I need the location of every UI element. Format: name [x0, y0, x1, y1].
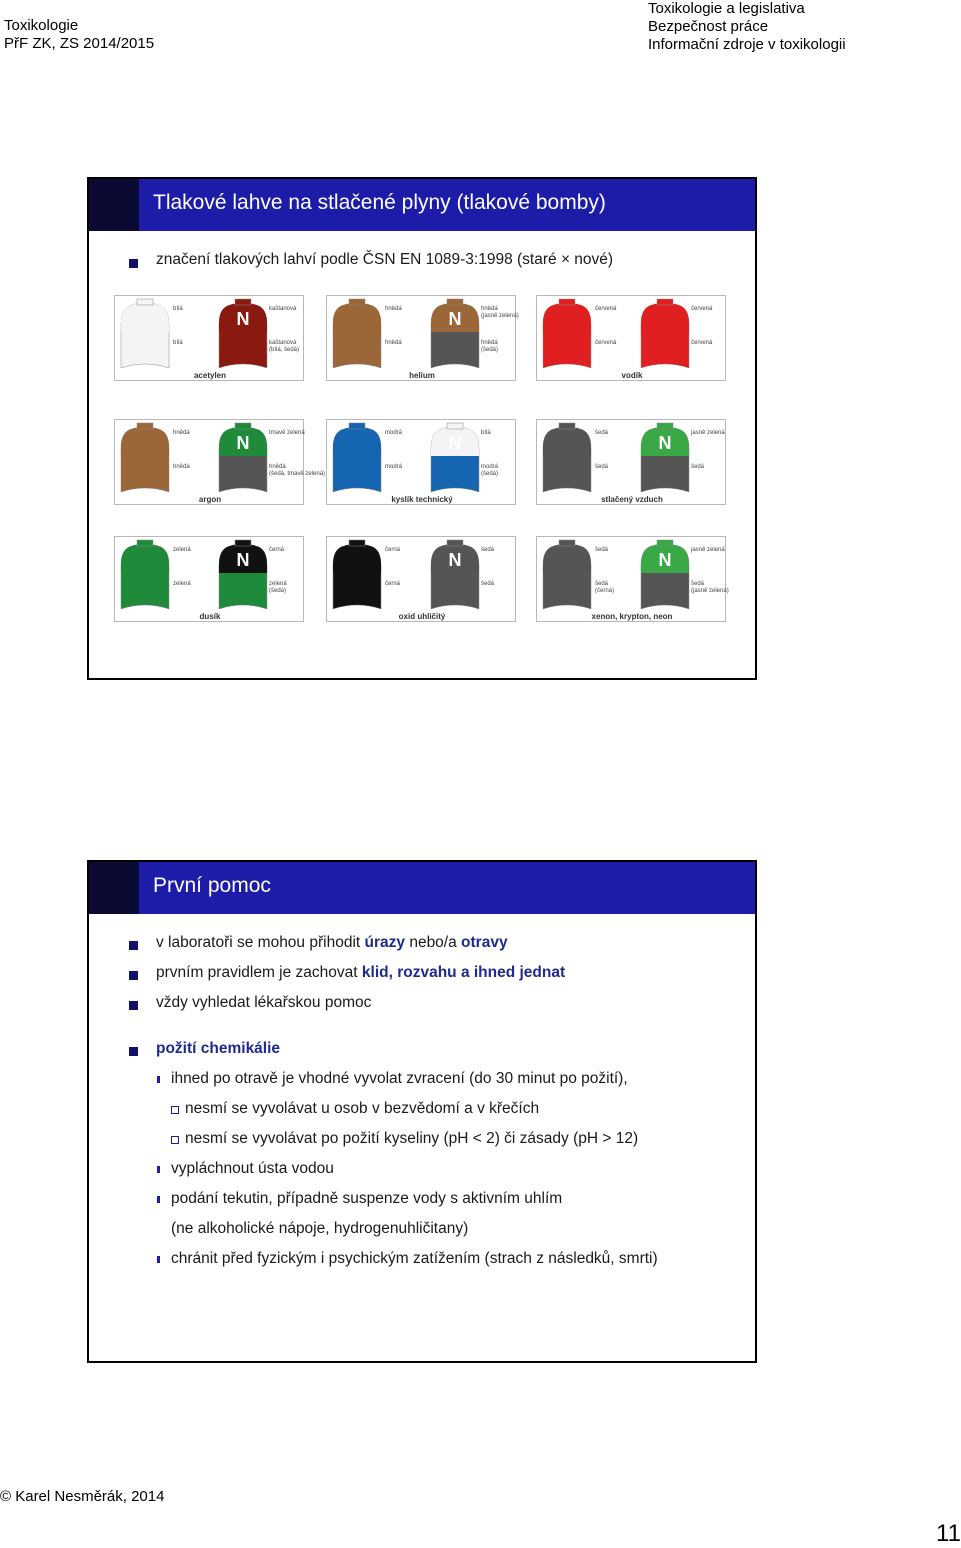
gas-name: vodík: [621, 371, 643, 380]
color-label: bílá: [481, 430, 491, 436]
color-label: šedá (jasně zelená): [691, 581, 729, 594]
color-label: šedá: [481, 581, 495, 587]
color-label: zelená: [173, 547, 191, 553]
gas-name: xenon, krypton, neon: [591, 612, 673, 621]
old-cylinder: [121, 540, 169, 609]
course-title: Toxikologie: [4, 17, 79, 34]
color-label: modrá (šedá): [481, 464, 499, 477]
old-cylinder: [543, 540, 591, 609]
color-label: červená: [595, 306, 617, 312]
old-cylinder: [333, 423, 381, 492]
bullet-injuries: v laboratoři se mohou přihodit úrazy nebo/a otravy: [156, 934, 508, 951]
n-marking: N: [448, 309, 462, 329]
color-label: červená: [595, 340, 617, 346]
color-label: hnědá (jasně zelená): [481, 306, 519, 319]
bullet-square: [129, 259, 138, 268]
gas-name: oxid uhličitý: [398, 612, 446, 621]
page-number: 11: [936, 1520, 961, 1547]
new-cylinder: [219, 299, 267, 368]
gas-name: dusík: [199, 612, 221, 621]
color-label: šedá: [691, 464, 705, 470]
bullet-ingestion: požití chemikálie: [156, 1040, 281, 1057]
header-left: [4, 17, 154, 53]
color-label: kaštanová: [269, 306, 297, 312]
new-cylinder: [219, 540, 267, 609]
color-label: kaštanová (bílá, šedá): [269, 340, 300, 353]
color-label: bílá: [173, 340, 183, 346]
n-marking: N: [236, 433, 250, 453]
color-label: šedá (černá): [595, 581, 615, 594]
gas-name: acetylen: [193, 371, 227, 380]
cylinder-panel: [536, 419, 726, 505]
color-label: hnědá: [173, 464, 190, 470]
old-cylinder: [121, 423, 169, 492]
footer-copyright: © Karel Nesměrák, 2014: [0, 1488, 165, 1505]
color-label: černá: [385, 547, 401, 553]
old-cylinder: [333, 299, 381, 368]
n-marking: N: [448, 550, 462, 570]
slide-title: První pomoc: [153, 874, 271, 897]
bullet-medical-help: vždy vyhledat lékařskou pomoc: [156, 994, 372, 1011]
sub-rinse: vypláchnout ústa vodou: [171, 1160, 334, 1177]
color-label: hnědá: [385, 340, 402, 346]
sub-protect: chránit před fyzickým i psychickým zatížením (strach z následků, smrti): [171, 1250, 658, 1267]
color-label: hnědá: [173, 430, 190, 436]
slide-title: Tlakové lahve na stlačené plyny (tlakové bomby): [153, 191, 606, 214]
cylinder-panel: [114, 295, 304, 381]
course-term: PřF ZK, ZS 2014/2015: [4, 35, 155, 52]
gas-name: kyslík technický: [391, 495, 453, 504]
n-marking: N: [236, 309, 250, 329]
n-marking: N: [236, 550, 250, 570]
color-label: bílá: [173, 306, 183, 312]
color-label: červená: [691, 340, 713, 346]
color-label: hnědá (šedá, tmavě zelená): [269, 464, 326, 477]
color-label: šedá: [595, 547, 609, 553]
color-label: černá: [269, 547, 285, 553]
slide-title-bar: [89, 179, 755, 231]
color-label: hnědá (šedá): [481, 340, 499, 353]
n-marking: N: [658, 433, 672, 453]
cylinder-panel: [326, 419, 516, 505]
old-cylinder: [333, 540, 381, 609]
new-cylinder: [641, 423, 689, 492]
sub-sub-unconscious: nesmí se vyvolávat u osob v bezvědomí a v křečích: [185, 1100, 540, 1117]
slide-cylinders: [87, 177, 757, 680]
sub-fluids-note: (ne alkoholické nápoje, hydrogenuhličitany): [171, 1220, 469, 1237]
bullet-square: [129, 1047, 138, 1056]
cylinder-panel: [114, 419, 326, 505]
old-cylinder: [543, 299, 591, 368]
new-cylinder: [641, 299, 689, 368]
slide-first-aid: [87, 860, 757, 1363]
sub-vomit: ihned po otravě je vhodné vyvolat zvracení (do 30 minut po požití),: [171, 1070, 628, 1087]
color-label: modrá: [385, 430, 403, 436]
color-label: jasně zelená: [691, 430, 725, 436]
n-marking: N: [448, 433, 462, 453]
color-label: tmavě zelená: [269, 430, 305, 436]
bullet-first-rule: prvním pravidlem je zachovat klid, rozvahu a ihned jednat: [156, 964, 566, 981]
standard-text: značení tlakových lahví podle ČSN EN 1089-3:1998 (staré × nové): [156, 251, 614, 268]
new-cylinder: [431, 540, 479, 609]
color-label: šedá: [595, 464, 609, 470]
bullet-square: [129, 941, 138, 950]
cylinder-panel: [114, 536, 304, 622]
color-label: jasně zelená: [691, 547, 725, 553]
gas-name: argon: [198, 495, 222, 504]
cylinder-panel: [326, 295, 519, 381]
new-cylinder: [431, 423, 479, 492]
gas-name: helium: [409, 371, 435, 380]
color-label: modrá: [385, 464, 403, 470]
cylinder-panel: [326, 536, 516, 622]
color-label: šedá: [595, 430, 609, 436]
new-cylinder: [431, 299, 479, 368]
cylinder-panel: [536, 536, 729, 622]
topic-2: Bezpečnost práce: [648, 18, 769, 35]
color-label: zelená (šedá): [269, 581, 287, 594]
color-label: černá: [385, 581, 401, 587]
old-cylinder: [543, 423, 591, 492]
old-cylinder: [121, 299, 169, 368]
topic-3: Informační zdroje v toxikologii: [648, 36, 846, 53]
color-label: červená: [691, 306, 713, 312]
new-cylinder: [641, 540, 689, 609]
color-label: šedá: [481, 547, 495, 553]
sub-sub-acid: nesmí se vyvolávat po požití kyseliny (pH < 2) či zásady (pH > 12): [185, 1130, 639, 1147]
gas-name: stlačený vzduch: [601, 495, 663, 504]
header-right: [648, 0, 846, 54]
topic-1: Toxikologie a legislativa: [648, 0, 805, 17]
sub-fluids: podání tekutin, případně suspenze vody s aktivním uhlím: [171, 1190, 563, 1207]
color-label: zelená: [173, 581, 191, 587]
bullet-square: [129, 971, 138, 980]
slide-title-bar: [89, 862, 755, 914]
n-marking: N: [658, 550, 672, 570]
new-cylinder: [219, 423, 267, 492]
cylinder-panel: [536, 295, 726, 381]
color-label: hnědá: [385, 306, 402, 312]
bullet-square: [129, 1001, 138, 1010]
